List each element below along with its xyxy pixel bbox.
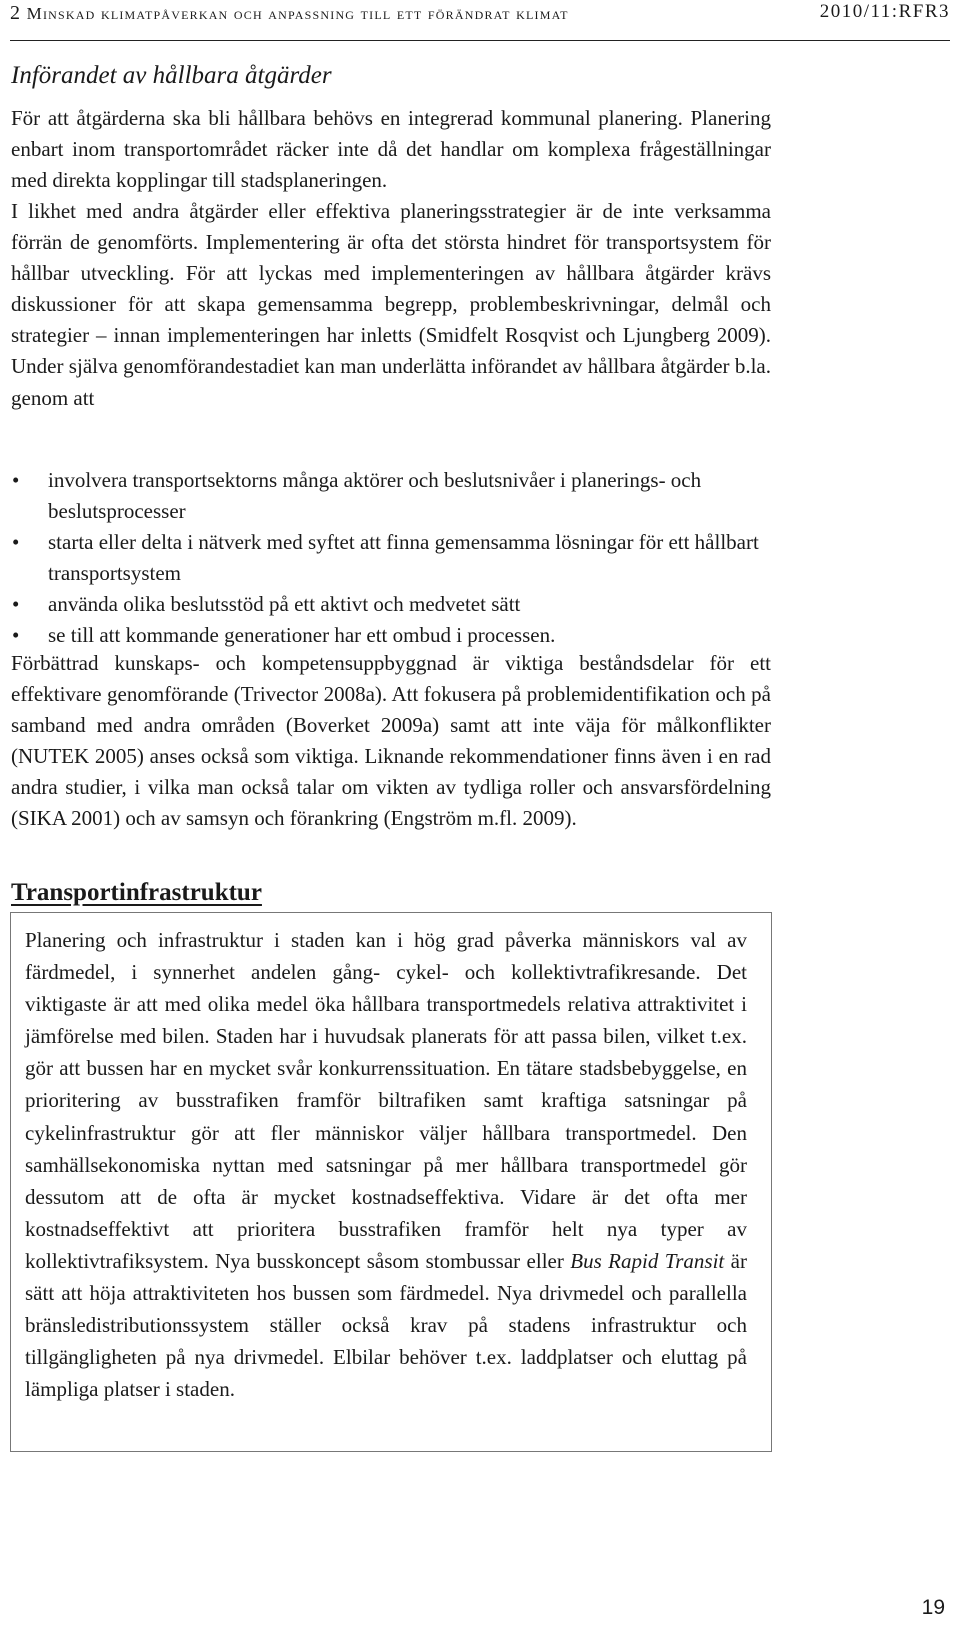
list-item: • använda olika beslutsstöd på ett aktivt och medvetet sätt [11,589,771,620]
running-header-chapter [10,2,569,25]
section-title: Införandet av hållbara åtgärder [11,62,332,89]
bullet-icon: • [12,623,20,648]
list-item: • involvera transportsektorns många aktörer och beslutsnivåer i planerings- och beslutsprocesser [11,465,771,527]
infobox-text: Planering och infrastruktur i staden kan i hög grad påverka människors val av färdmedel, i synnerhet andelen gång- cykel- och kollektivtrafikresande. Det viktigaste är att med olika medel öka hållbara transportmedels relativa attraktivitet i jämförelse med bilen. Staden har i huvudsak planerats för att passa bilen, vilket t.ex. gör att bussen har en mycket svår konkurrenssituation. En tätare stadsbebyggelse, en prioritering av busstrafiken framför biltrafiken samt kraftiga satsningar på cykelinfrastruktur gör att fler människor väljer hållbara transportmedel. Den samhällsekonomiska nyttan med satsningar på mer hållbara transportmedel gör dessutom att de ofta är mycket kostnadseffektiva. Vidare är det ofta mer kostnadseffektivt att prioritera busstrafiken framför helt nya typer av kollektivtrafiksystem. Nya busskoncept såsom stombussar eller Bus Rapid Transit är sätt att höja attraktiviteten hos bussen som färdmedel. Nya drivmedel och parallella bränsledistributionssystem ställer också krav på stadens infrastruktur och tillgängligheten på nya drivmedel. Elbilar behöver t.ex. laddplatser och eluttag på lämpliga platser i staden. [25,928,747,1402]
italic-term: Bus Rapid Transit [570,1248,725,1273]
list-item: • starta eller delta i nätverk med syftet att finna gemensamma lösningar för ett hållbart transportsystem [11,527,771,589]
bullet-icon: • [12,530,20,555]
measures-list [11,465,771,652]
chapter-title: Minskad klimatpåverkan och anpassning till ett förändrat klimat [26,4,569,23]
paragraph-3: Förbättrad kunskaps- och kompetensuppbyggnad är viktiga beståndsdelar för ett effektivare genomförande (Trivector 2008a). Att fokusera på problemidentifikation och på samband med andra områden (Boverket 2009a) samt att inte väja för målkonflikter (NUTEK 2005) anses också som viktiga. Liknande rekommendationer finns även i en rad andra studier, i vilka man också talar om vikten av tydliga roller och ansvarsfördelning (SIKA 2001) och av samsyn och förankring (Engström m.fl. 2009). [11,651,771,831]
chapter-number: 2 [10,2,22,24]
bullet-icon: • [12,468,20,492]
list-item: • se till att kommande generationer har ett ombud i processen. [11,620,771,651]
page-number: 19 [921,1596,945,1619]
paragraph-1: För att åtgärderna ska bli hållbara behövs en integrerad kommunal planering. Planering enbart inom transportområdet räcker inte då det handlar om komplexa frågeställningar med direkta kopplingar till stadsplaneringen. [11,106,771,193]
bullet-icon: • [12,592,20,617]
running-header [10,0,950,41]
paragraph-2: I likhet med andra åtgärder eller effektiva planeringsstrategier är de inte verksamma förrän de genomförts. Implementering är ofta det största hindret för transportsystem för hållbar utveckling. För att lyckas med implementeringen av hållbara åtgärder krävs diskussioner för att skapa gemensamma begrepp, problembeskrivningar, delmål och strategier – innan implementeringen har inletts (Smidfelt Rosqvist och Ljungberg 2009). Under själva genomförandestadiet kan man underlätta införandet av hållbara åtgärder b.la. genom att [11,199,771,410]
infobox-heading: Transportinfrastruktur [11,879,262,906]
report-id: 2010/11:RFR3 [819,1,950,22]
